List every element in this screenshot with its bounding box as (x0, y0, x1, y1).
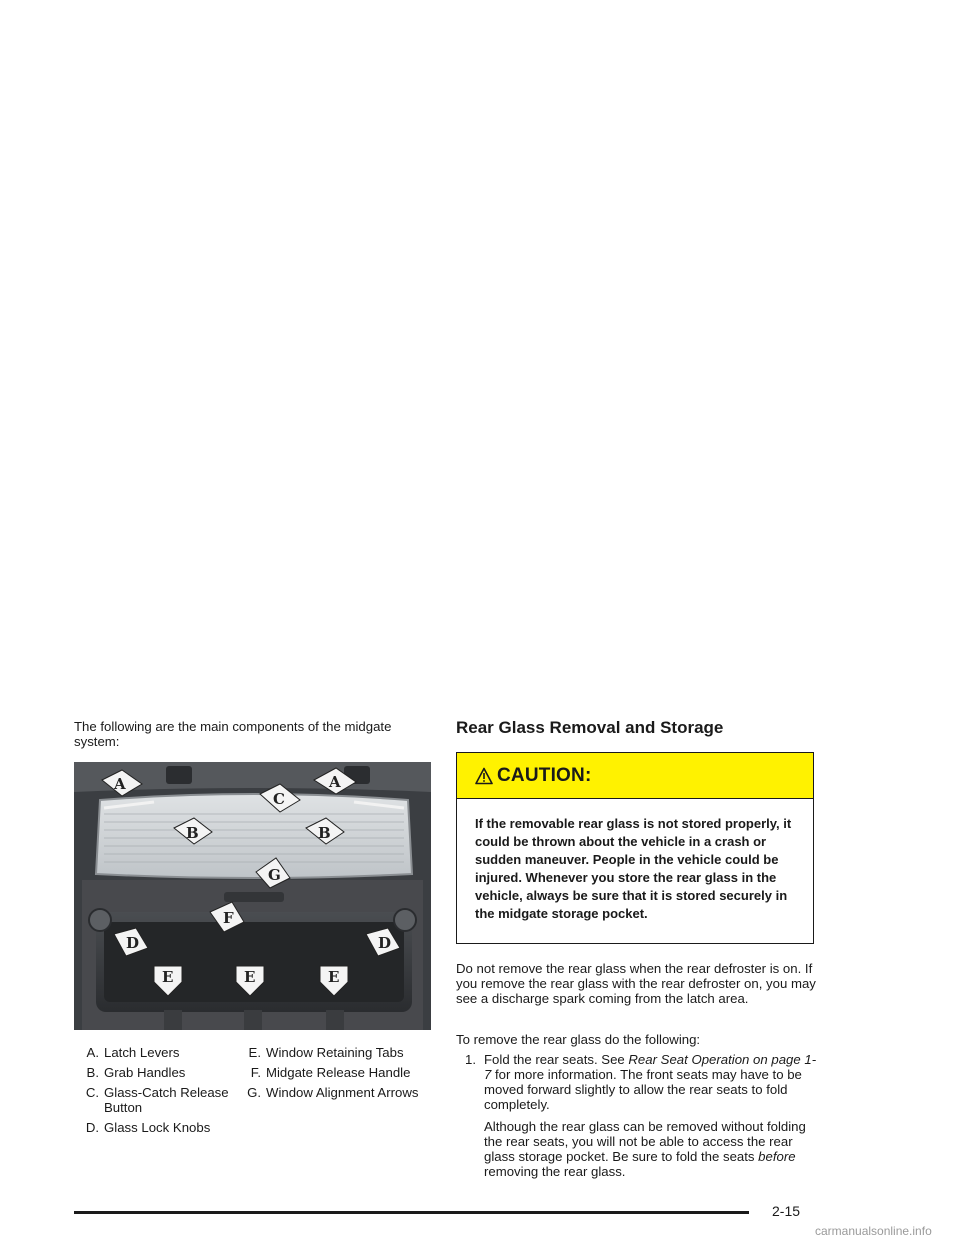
step-1-note: Although the rear glass can be removed without folding the rear seats, you will not be able to access the rear glass storage pocket. Be sure to fold the seats before removing the rear glass. (484, 1119, 806, 1179)
legend-item: A. Latch Levers (86, 1045, 180, 1060)
legend-item: G. Window Alignment Arrows (247, 1085, 419, 1100)
svg-text:E: E (162, 968, 174, 986)
legend-column-2 (239, 1045, 424, 1105)
svg-text:A: A (329, 773, 341, 791)
cross-reference-link[interactable]: Rear Seat Operation on page 1-7 (484, 1052, 817, 1082)
caution-text: If the removable rear glass is not stored properly, it could be thrown about the vehicle in a crash or sudden maneuver. People in the vehicle could be injured. Whenever you store the rear glass in the vehicle, always be sure that it is stored securely in the midgate storage pocket. (475, 816, 792, 921)
warning-icon (475, 767, 493, 785)
caution-header (457, 753, 813, 799)
watermark: carmanualsonline.info (815, 1224, 932, 1238)
intro-text: The following are the main components of the midgate system: (74, 719, 392, 749)
caution-box (456, 752, 814, 944)
svg-text:A: A (114, 775, 126, 793)
step-1: 1. Fold the rear seats. See Rear Seat Operation on page 1-7 for more information. The front seats may have to be moved forward slightly to allow the rear seats to fold completely. (465, 1052, 817, 1112)
section-title: Rear Glass Removal and Storage (456, 718, 724, 737)
page-number: 2-15 (772, 1203, 801, 1219)
legend-column-1 (77, 1045, 237, 1140)
svg-text:F: F (223, 909, 234, 927)
paragraph-instructions-intro: To remove the rear glass do the following: (456, 1032, 701, 1047)
svg-text:D: D (126, 934, 140, 952)
legend-item: D. Glass Lock Knobs (85, 1120, 211, 1135)
svg-text:G: G (268, 866, 281, 884)
svg-text:B: B (186, 824, 199, 842)
svg-text:C: C (273, 790, 285, 808)
paragraph-defroster: Do not remove the rear glass when the rear defroster is on. If you remove the rear glass with the rear defroster on, you may see a discharge spark coming from the latch area. (456, 961, 816, 1006)
svg-text:D: D (378, 934, 392, 952)
legend-item: C. Glass-Catch Release Button (85, 1085, 229, 1115)
legend-item: B. Grab Handles (86, 1065, 186, 1080)
svg-text:E: E (244, 968, 256, 986)
svg-text:E: E (328, 968, 340, 986)
caution-title: CAUTION: (497, 764, 592, 786)
legend-item: E. Window Retaining Tabs (248, 1045, 404, 1060)
svg-text:B: B (318, 824, 331, 842)
legend-item: F. Midgate Release Handle (250, 1065, 411, 1080)
footer-rule (74, 1211, 749, 1214)
midgate-photo (74, 762, 431, 1030)
